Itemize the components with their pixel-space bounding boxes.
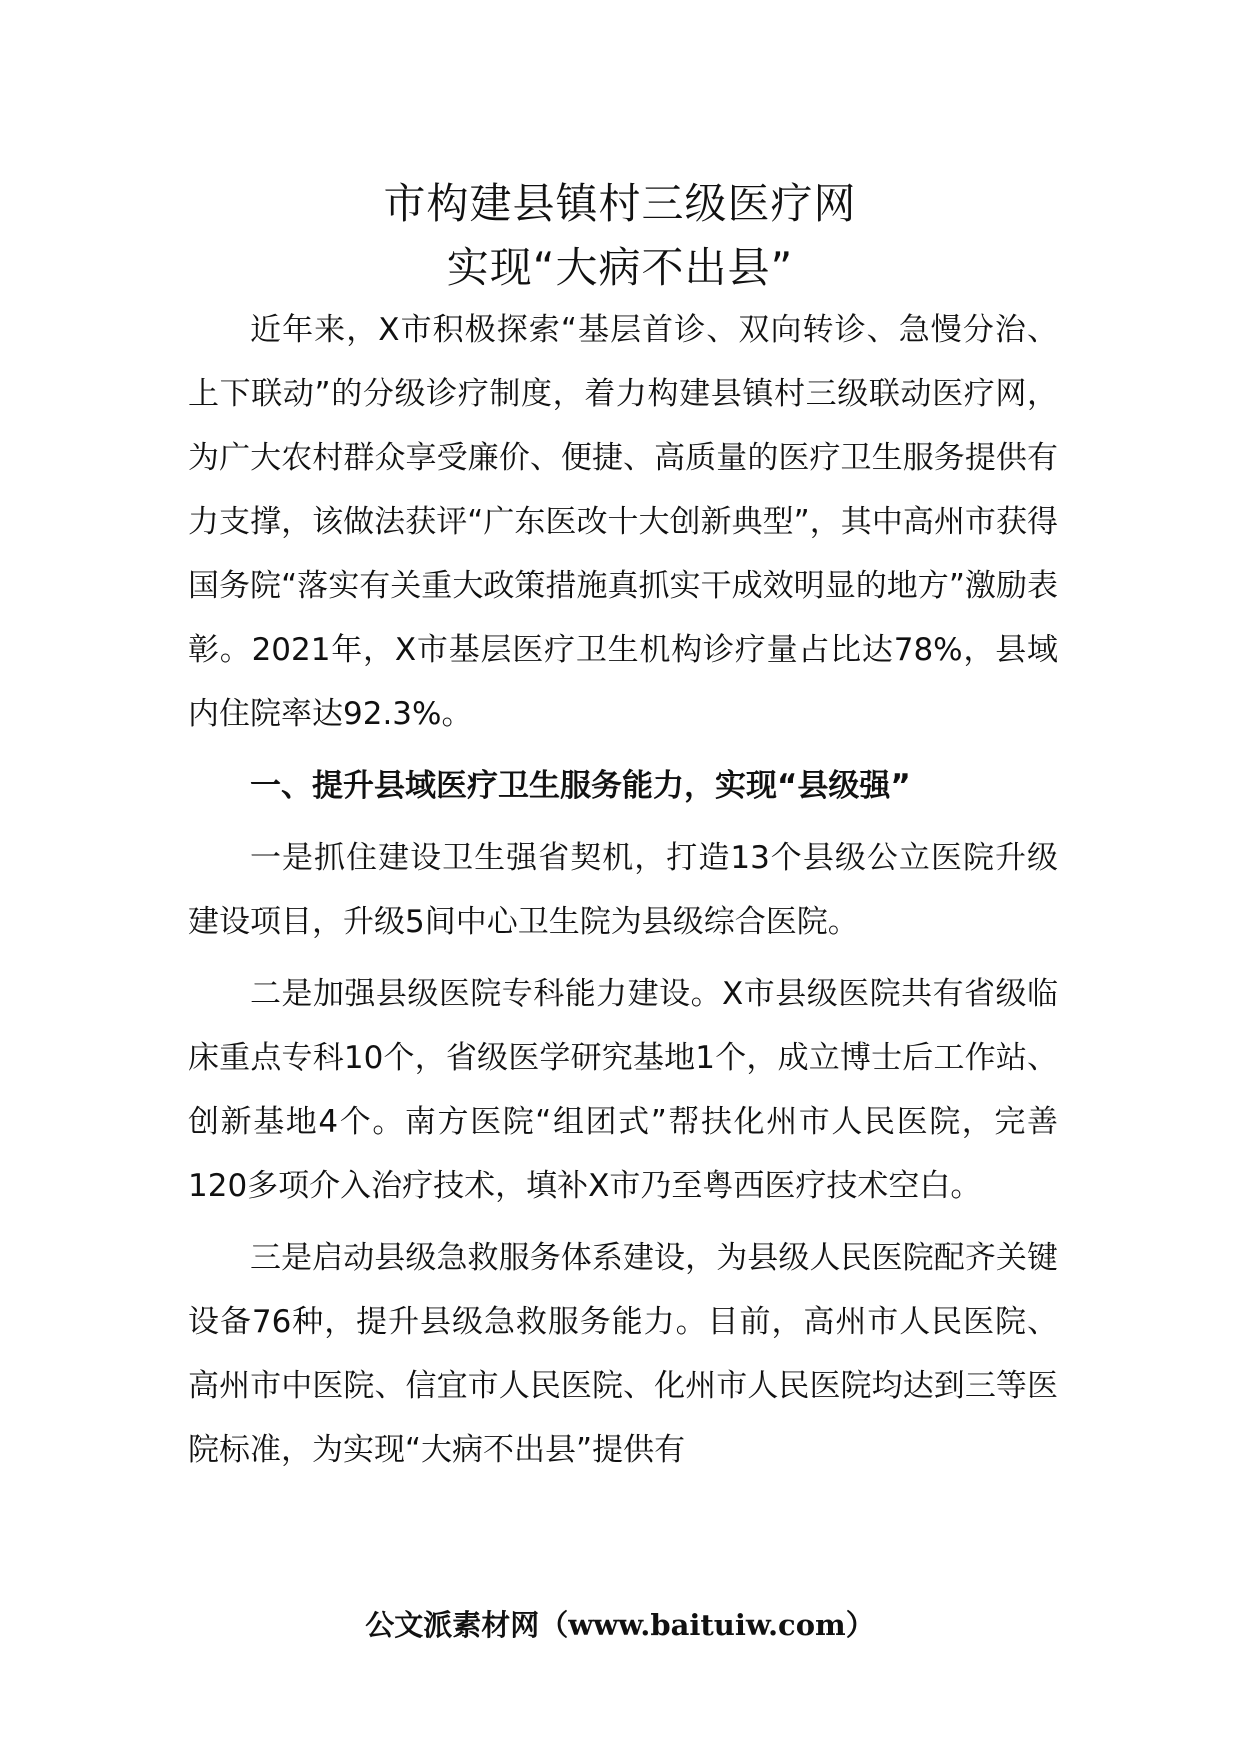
document-title bbox=[0, 172, 1240, 300]
footer-watermark-text: 公文派素材网（www.baituiw.com） bbox=[365, 1608, 875, 1642]
section-heading: 一、提升县域医疗卫生服务能力，实现“县级强” bbox=[250, 768, 911, 804]
title-line-1: 市构建县镇村三级医疗网 bbox=[383, 179, 857, 228]
paragraph-item-3: 三是启动县级急救服务体系建设，为县级人民医院配齐关键设备76种，提升县级急救服务能力。目前，高州市人民医院、高州市中医院、信宜市人民医院、化州市人民医院均达到三等医院标准，为实现“大病不出县”提供有 bbox=[188, 1240, 1058, 1468]
paragraph-item-1: 一是抓住建设卫生强省契机，打造13个县级公立医院升级建设项目，升级5间中心卫生院为县级综合医院。 bbox=[188, 840, 1058, 940]
document-body bbox=[188, 298, 1058, 1482]
paragraph-item-2: 二是加强县级医院专科能力建设。X市县级医院共有省级临床重点专科10个，省级医学研究基地1个，成立博士后工作站、创新基地4个。南方医院“组团式”帮扶化州市人民医院，完善120多项介入治疗技术，填补X市乃至粤西医疗技术空白。 bbox=[188, 976, 1058, 1204]
paragraph-intro: 近年来，X市积极探索“基层首诊、双向转诊、急慢分治、上下联动”的分级诊疗制度，着力构建县镇村三级联动医疗网，为广大农村群众享受廉价、便捷、高质量的医疗卫生服务提供有力支撑，该做法获评“广东医改十大创新典型”，其中高州市获得国务院“落实有关重大政策措施真抓实干成效明显的地方”激励表彰。2021年，X市基层医疗卫生机构诊疗量占比达78%，县域内住院率达92.3%。 bbox=[188, 312, 1058, 732]
title-line-2: 实现“大病不出县” bbox=[446, 243, 794, 292]
